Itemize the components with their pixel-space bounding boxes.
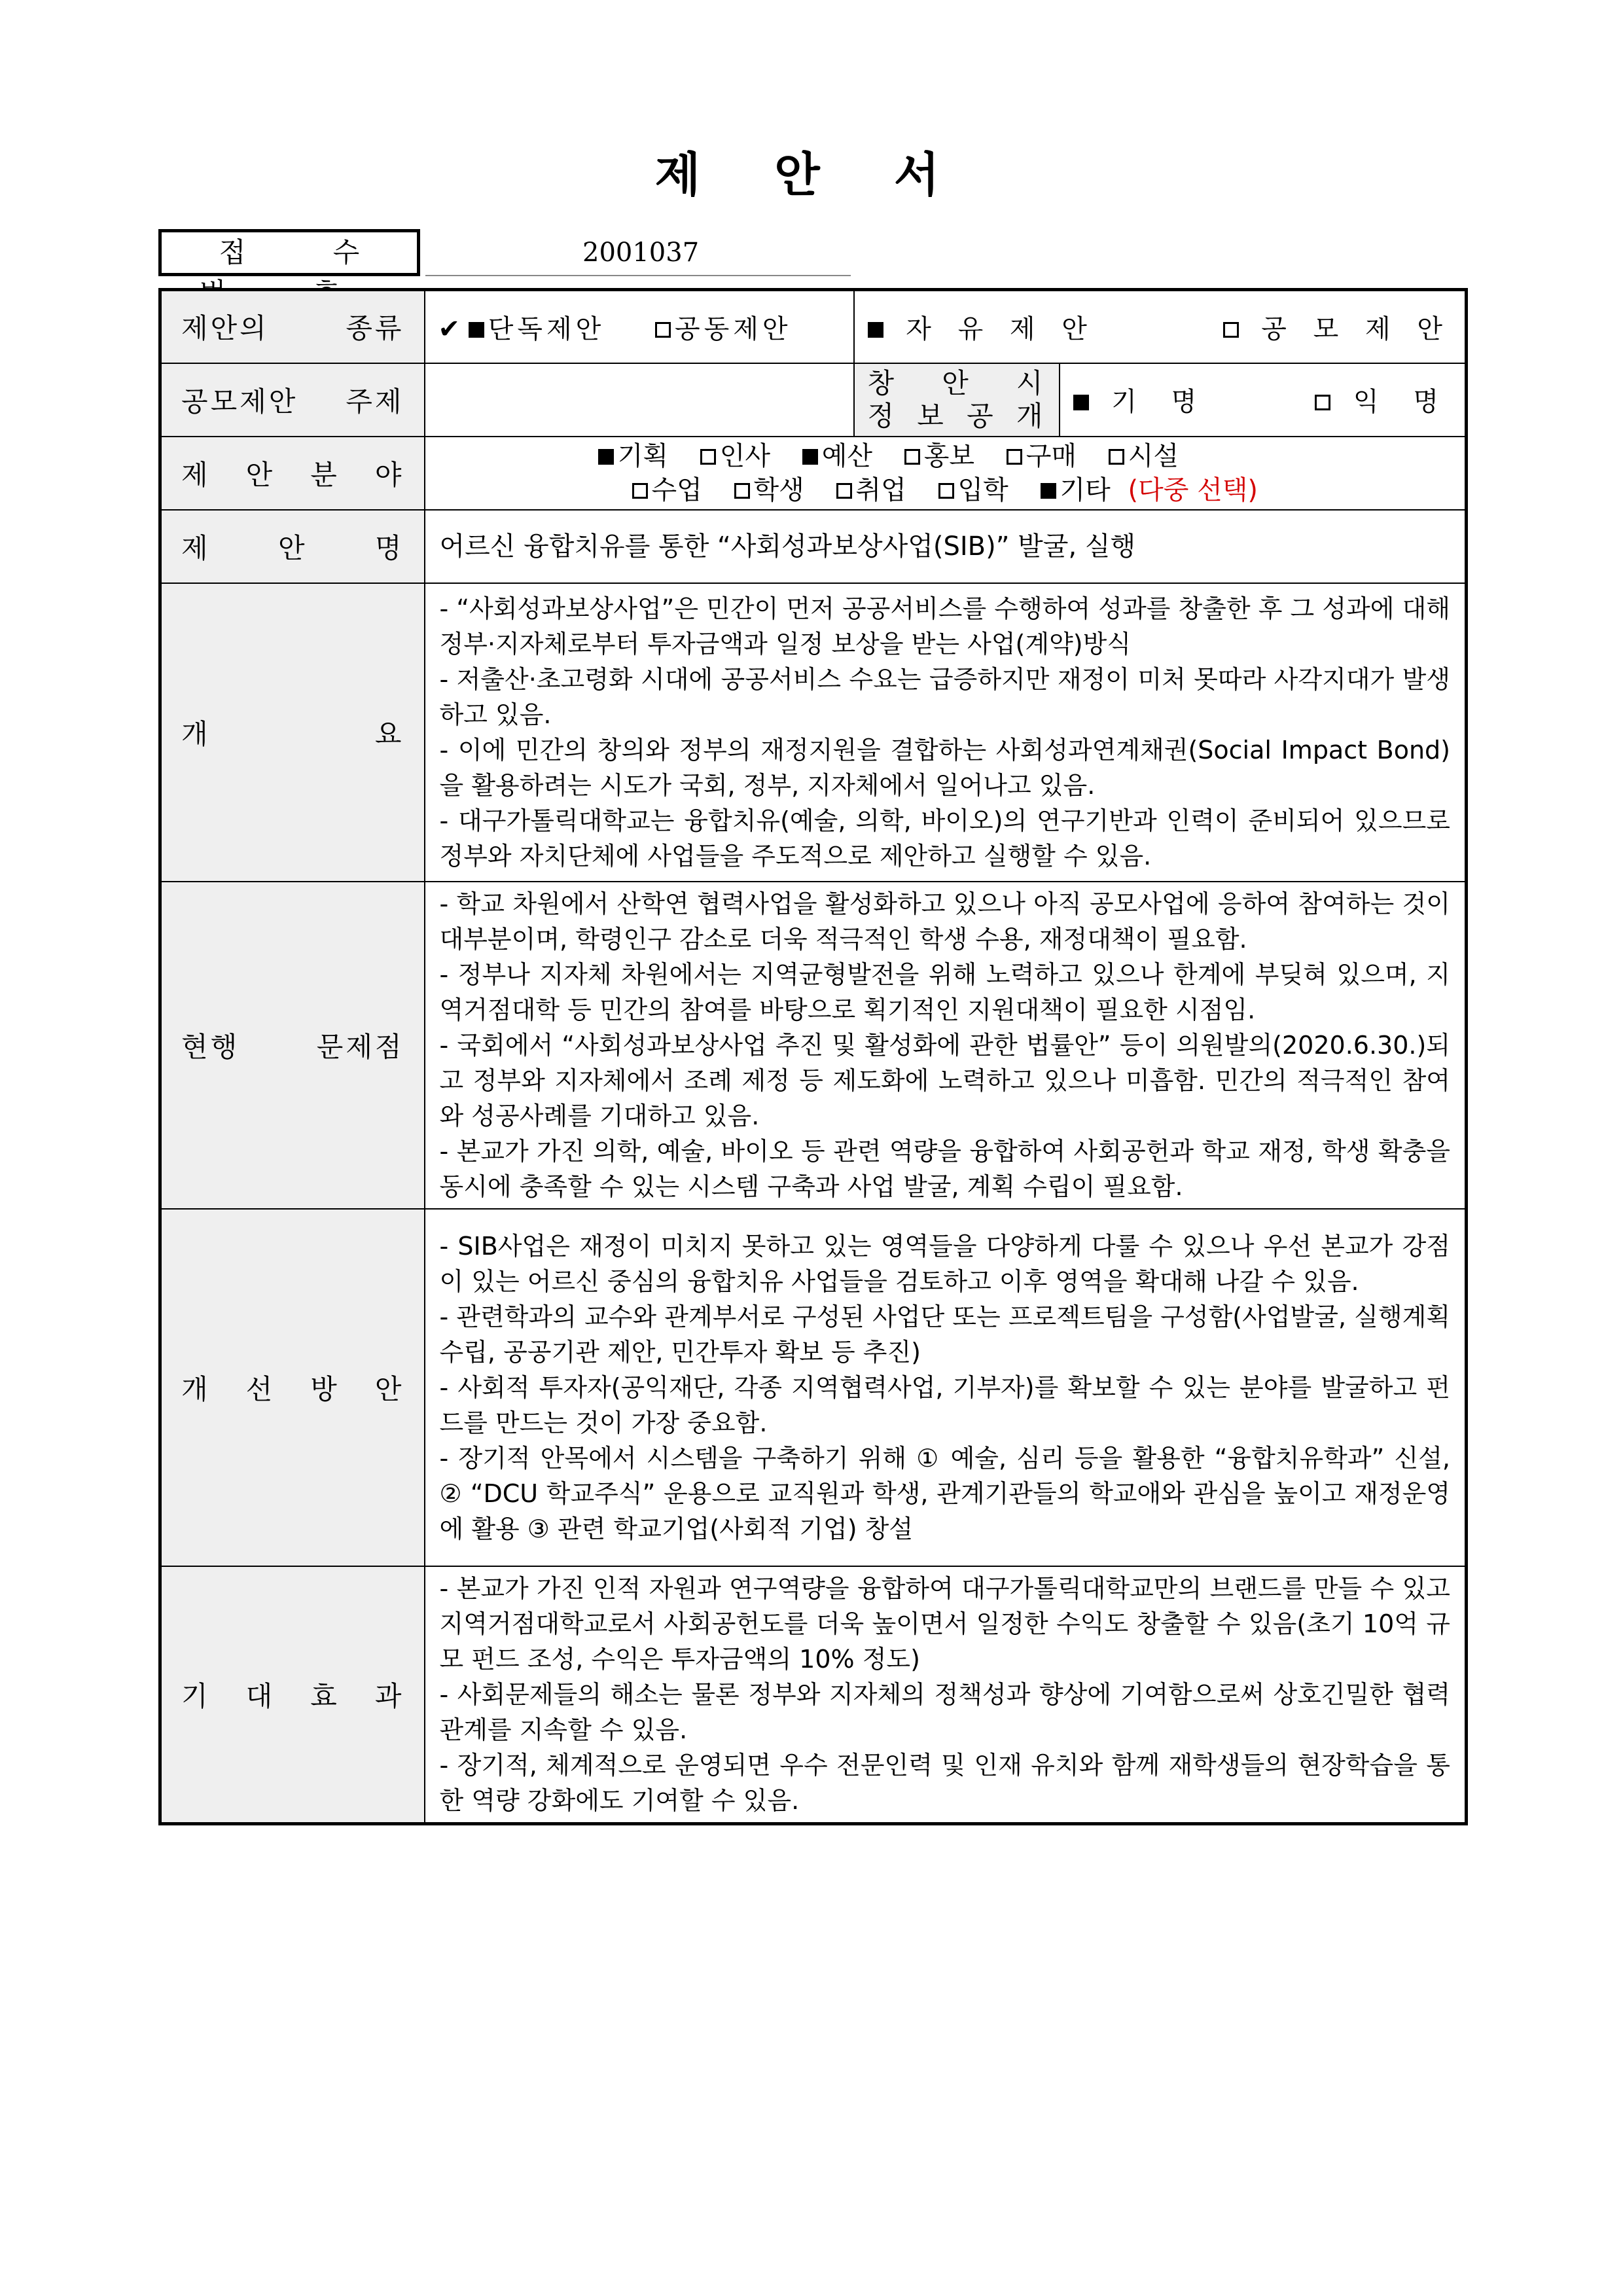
proposal-field-label: 제 안 분 야	[160, 437, 425, 510]
unchecked-box-icon	[700, 449, 716, 465]
solo-proposal-label: 단독제안	[488, 314, 605, 344]
proposal-name-row	[160, 510, 1467, 583]
problems-label: 현행 문제점	[160, 882, 425, 1209]
problems-line: - 국회에서 “사회성과보상사업 추진 및 활성화에 관한 법률안” 등이 의원발의(2020.6.30.)되고 정부와 지자체에서 조례 제정 등 제도화에 노력하고 있으나 미흡함. 민간의 적극적인 참여와 성공사례를 기대하고 있음.	[439, 1030, 1450, 1130]
field-option-personnel[interactable]: 인사	[700, 441, 770, 471]
unchecked-box-icon	[1223, 322, 1239, 338]
contest-topic-row	[160, 363, 1467, 437]
document-title: 제 안 서	[654, 147, 969, 202]
field-option-budget[interactable]: 예산	[802, 441, 872, 471]
unchecked-box-icon	[938, 483, 954, 499]
proposal-name-value[interactable]: 어르신 융합치유를 통한 “사회성과보상사업(SIB)” 발굴, 실행	[425, 510, 1467, 583]
joint-proposal-option[interactable]	[655, 314, 792, 344]
proposal-type-row	[160, 290, 1467, 363]
field-option-facility[interactable]: 시설	[1109, 441, 1179, 471]
problems-line: - 학교 차원에서 산학연 협력사업을 활성화하고 있으나 아직 공모사업에 응하여 참여하는 것이 대부분이며, 학령인구 감소로 더욱 적극적인 학생 수용, 재정대책이 필요함.	[439, 889, 1450, 954]
overview-line: - 이에 민간의 창의와 정부의 재정지원을 결합하는 사회성과연계채권(Social Impact Bond)을 활용하려는 시도가 국회, 정부, 지자체에서 일어나고 있음.	[439, 735, 1450, 800]
unchecked-box-icon	[836, 483, 852, 499]
field-option-purchase[interactable]: 구매	[1007, 441, 1077, 471]
checked-box-icon	[1073, 395, 1089, 410]
problems-row	[160, 882, 1467, 1209]
overview-line: - 대구가톨릭대학교는 융합치유(예술, 의학, 바이오)의 연구기반과 인력이 준비되어 있으므로 정부와 자치단체에 사업들을 주도적으로 제안하고 실행할 수 있음.	[439, 806, 1450, 870]
contest-proposal-label: 공 모 제 안	[1261, 314, 1452, 344]
disclosure-label: 창 안 시 정 보 공 개	[854, 363, 1060, 437]
problems-content[interactable]	[425, 882, 1467, 1209]
unchecked-box-icon	[734, 483, 750, 499]
problems-line: - 정부나 지자체 차원에서는 지역균형발전을 위해 노력하고 있으나 한계에 부딪혀 있으며, 지역거점대학 등 민간의 참여를 바탕으로 획기적인 지원대책이 필요한 시점임.	[439, 960, 1450, 1024]
improvements-line: - SIB사업은 재정이 미치지 못하고 있는 영역들을 다양하게 다룰 수 있으나 우선 본교가 강점이 있는 어르신 중심의 융합치유 사업들을 검토하고 이후 영역을 확대해 나갈 수 있음.	[439, 1231, 1450, 1296]
overview-content[interactable]	[425, 583, 1467, 882]
named-option[interactable]	[1073, 381, 1210, 418]
anonymous-label: 익 명	[1353, 387, 1452, 417]
free-proposal-option[interactable]	[868, 308, 1096, 346]
field-option-planning[interactable]: 기획	[598, 441, 668, 471]
checked-box-icon	[1041, 483, 1056, 499]
effects-line: - 장기적, 체계적으로 운영되면 우수 전문인력 및 인재 유치와 함께 재학생들의 현장학습을 통한 역량 강화에도 기여할 수 있음.	[439, 1750, 1450, 1815]
unchecked-box-icon	[904, 449, 920, 465]
proposal-table	[158, 288, 1468, 1825]
anonymous-option[interactable]	[1315, 381, 1452, 418]
unchecked-box-icon	[655, 322, 671, 338]
check-mark-icon: ✔	[438, 314, 461, 344]
proposal-type-label: 제안의 종류	[160, 290, 425, 363]
effects-content[interactable]	[425, 1566, 1467, 1824]
receipt-number-label: 접 수	[158, 229, 420, 276]
unchecked-box-icon	[632, 483, 648, 499]
checked-box-icon	[469, 322, 484, 338]
field-options-line-2	[425, 473, 1465, 507]
improvements-label: 개 선 방 안	[160, 1209, 425, 1566]
overview-line: - “사회성과보상사업”은 민간이 먼저 공공서비스를 수행하여 성과를 창출한 후 그 성과에 대해 정부·지자체로부터 투자금액과 일정 보상을 받는 사업(계약)방식	[439, 594, 1450, 658]
effects-row	[160, 1566, 1467, 1824]
joint-proposal-label: 공동제안	[675, 314, 792, 344]
field-options-line-1	[425, 439, 1465, 473]
checked-box-icon	[598, 449, 614, 465]
overview-row	[160, 583, 1467, 882]
improvements-line: - 사회적 투자자(공익재단, 각종 지역협력사업, 기부자)를 확보할 수 있는 분야를 발굴하고 펀드를 만드는 것이 가장 중요함.	[439, 1372, 1450, 1437]
field-option-employment[interactable]: 취업	[836, 475, 906, 505]
improvements-content[interactable]	[425, 1209, 1467, 1566]
field-option-student[interactable]: 학생	[734, 475, 804, 505]
checked-box-icon	[802, 449, 818, 465]
receipt-number-value: 2001037	[425, 229, 851, 276]
field-option-class[interactable]: 수업	[632, 475, 702, 505]
free-proposal-label: 자 유 제 안	[906, 314, 1096, 344]
contest-topic-value[interactable]	[425, 363, 854, 437]
proposal-name-label: 제 안 명	[160, 510, 425, 583]
improvements-line: - 장기적 안목에서 시스템을 구축하기 위해 ① 예술, 심리 등을 활용한 “융합치유학과” 신설, ② “DCU 학교주식” 운용으로 교직원과 학생, 관계기관들의 학교애와 관심을 높이고 재정운영에 활용 ③ 관련 학교기업(사회적 기업) 창설	[439, 1443, 1450, 1543]
unchecked-box-icon	[1315, 395, 1330, 410]
problems-line: - 본교가 가진 의학, 예술, 바이오 등 관련 역량을 융합하여 사회공헌과 학교 재정, 학생 확충을 동시에 충족할 수 있는 시스템 구축과 사업 발굴, 계획 수립이 필요함.	[439, 1136, 1450, 1201]
proposal-field-row	[160, 437, 1467, 510]
multi-select-note: (다중 선택)	[1128, 475, 1258, 505]
checked-box-icon	[868, 322, 883, 338]
contest-proposal-option[interactable]	[1223, 308, 1452, 346]
effects-line: - 본교가 가진 인적 자원과 연구역량을 융합하여 대구가톨릭대학교만의 브랜드를 만들 수 있고 지역거점대학교로서 사회공헌도를 더욱 높이면서 일정한 수익도 창출할 수 있음(초기 10억 규모 펀드 조성, 수익은 투자금액의 10% 정도)	[439, 1573, 1450, 1674]
field-option-admission[interactable]: 입학	[938, 475, 1008, 505]
solo-proposal-option[interactable]	[438, 314, 614, 344]
contest-topic-label: 공모제안 주제	[160, 363, 425, 437]
improvements-line: - 관련학과의 교수와 관계부서로 구성된 사업단 또는 프로젝트팀을 구성함(사업발굴, 실행계획 수립, 공공기관 제안, 민간투자 확보 등 추진)	[439, 1302, 1450, 1367]
named-label: 기 명	[1111, 387, 1210, 417]
overview-label: 개 요	[160, 583, 425, 882]
improvements-row	[160, 1209, 1467, 1566]
effects-label: 기 대 효 과	[160, 1566, 425, 1824]
effects-line: - 사회문제들의 해소는 물론 정부와 지자체의 정책성과 향상에 기여함으로써 상호긴밀한 협력관계를 지속할 수 있음.	[439, 1679, 1450, 1744]
field-option-pr[interactable]: 홍보	[904, 441, 974, 471]
unchecked-box-icon	[1007, 449, 1022, 465]
field-option-other[interactable]: 기타	[1041, 475, 1111, 505]
unchecked-box-icon	[1109, 449, 1124, 465]
overview-line: - 저출산·초고령화 시대에 공공서비스 수요는 급증하지만 재정이 미처 못따라 사각지대가 발생하고 있음.	[439, 664, 1450, 729]
